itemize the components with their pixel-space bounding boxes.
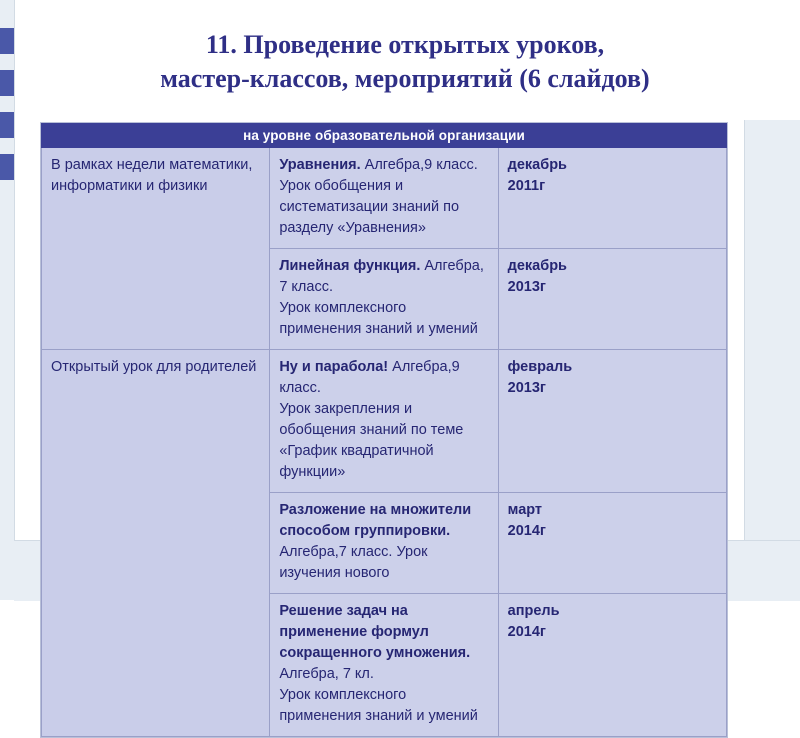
lesson-title: Разложение на множители способом группировки. xyxy=(279,502,472,539)
lesson-subject: Алгебра, 7 класс. xyxy=(279,258,484,295)
table-row xyxy=(42,148,727,249)
title-line-1: 11. Проведение открытых уроков, xyxy=(205,30,605,59)
lesson-subject: Алгебра, 7 кл. xyxy=(279,666,374,682)
date-month: декабрь xyxy=(507,157,567,173)
decorative-chip xyxy=(0,70,14,96)
table-banner: на уровне образовательной организации xyxy=(42,124,727,148)
left-decorative-bar xyxy=(0,0,15,600)
date-year: 2011г xyxy=(507,178,546,194)
lesson-description: Урок комплексного применения знаний и умений xyxy=(279,300,478,337)
date-month: апрель xyxy=(507,603,560,619)
right-decorative-panel xyxy=(744,120,800,600)
date-year: 2013г xyxy=(507,279,546,295)
date-month: февраль xyxy=(507,359,573,375)
lesson-subject: Алгебра,7 класс. Урок изучения нового xyxy=(279,544,428,581)
date-cell xyxy=(498,249,726,350)
lesson-cell xyxy=(270,493,498,594)
table-row xyxy=(42,350,727,493)
lesson-description: Урок комплексного применения знаний и умений xyxy=(279,687,478,724)
lesson-title: Линейная функция. xyxy=(279,258,421,274)
decorative-chip xyxy=(0,28,14,54)
lesson-title: Решение задач на применение формул сокращенного умножения. xyxy=(279,603,471,661)
lesson-description: Урок закрепления и обобщения знаний по теме «График квадратичной функции» xyxy=(279,401,464,480)
lesson-subject: Алгебра,9 класс. xyxy=(360,157,478,173)
lesson-title: Ну и парабола! xyxy=(279,359,389,375)
table-banner-row xyxy=(42,124,727,148)
date-cell xyxy=(498,350,726,493)
date-month: декабрь xyxy=(507,258,567,274)
date-year: 2014г xyxy=(507,523,546,539)
lesson-cell xyxy=(270,594,498,737)
lesson-title: Уравнения. xyxy=(279,157,361,173)
date-month: март xyxy=(507,502,543,518)
lesson-cell xyxy=(270,249,498,350)
title-line-2-rest: (6 слайдов) xyxy=(512,64,650,93)
title-line-2-bold: мастер-классов, мероприятий xyxy=(160,64,513,93)
date-year: 2013г xyxy=(507,380,546,396)
lesson-cell xyxy=(270,350,498,493)
lesson-description: Урок обобщения и систематизации знаний по разделу «Уравнения» xyxy=(279,178,460,236)
date-cell xyxy=(498,594,726,737)
title-line-2 xyxy=(60,62,750,96)
date-cell xyxy=(498,493,726,594)
page-title xyxy=(60,28,750,96)
category-cell: В рамках недели математики, информатики и физики xyxy=(42,148,270,350)
decorative-chip xyxy=(0,112,14,138)
date-cell xyxy=(498,148,726,249)
lesson-subject: Алгебра,9 класс. xyxy=(279,359,460,396)
lesson-cell xyxy=(270,148,498,249)
schedule-table-wrapper xyxy=(40,122,728,738)
date-year: 2014г xyxy=(507,624,546,640)
category-cell: Открытый урок для родителей xyxy=(42,350,270,737)
schedule-table xyxy=(41,123,727,737)
decorative-chip xyxy=(0,154,14,180)
